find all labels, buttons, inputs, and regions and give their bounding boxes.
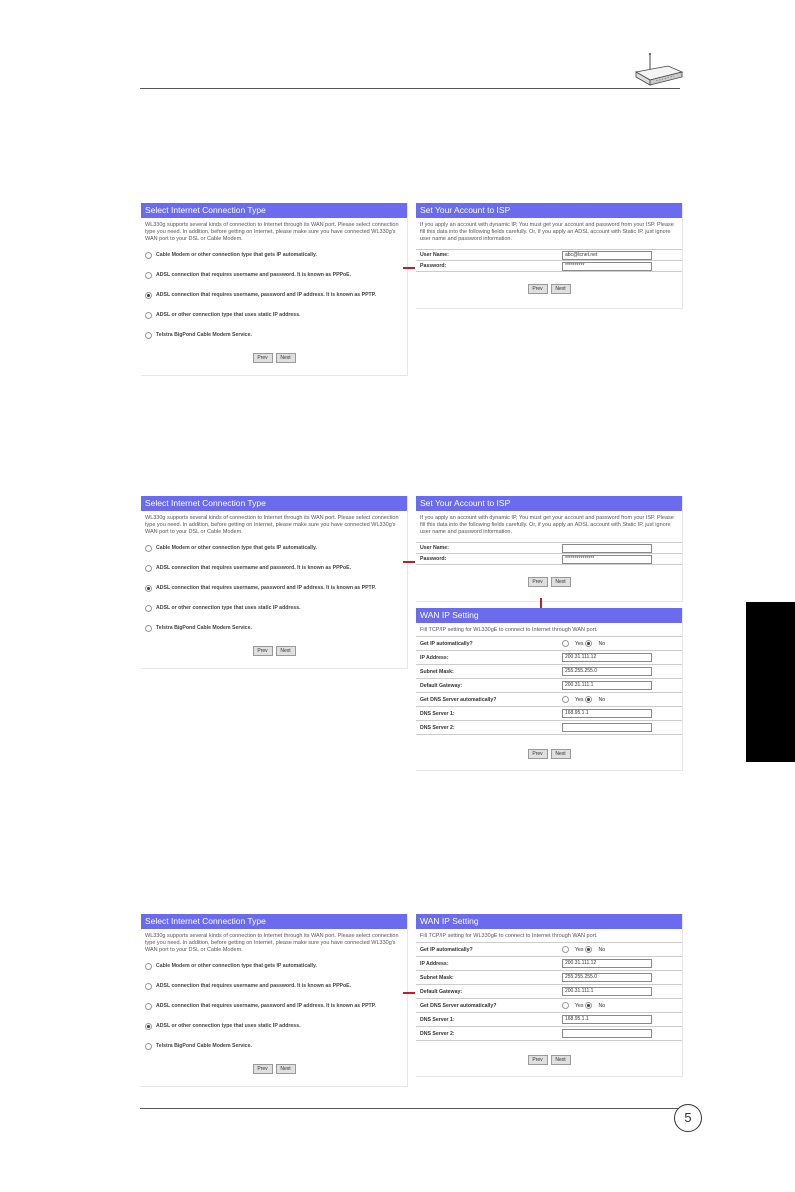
- radio-icon[interactable]: [145, 252, 152, 259]
- radio-icon[interactable]: [562, 696, 569, 703]
- panel-description: WL330g supports several kinds of connection to Internet through its WAN port. Please select connection type you need. In addition, before getting on Internet, please make sure you have connected WL330g's WAN port to your DSL or Cable Modem.: [145, 933, 399, 953]
- get-dns-auto-row: [416, 999, 682, 1013]
- yes-no-radio-group[interactable]: [562, 946, 682, 953]
- panel-description: WL330g supports several kinds of connection to Internet through its WAN port. Please select connection type you need. In addition, before getting on Internet, please make sure you have connected WL330g's WAN port to your DSL or Cable Modem.: [145, 222, 399, 242]
- prev-button[interactable]: Prev: [253, 353, 273, 363]
- panel-title: Set Your Account to ISP: [416, 496, 682, 511]
- field-label: Get DNS Server automatically?: [420, 696, 497, 703]
- get-ip-auto-row: [416, 942, 682, 957]
- pointer-marker: [403, 992, 415, 994]
- ip-address-row: [416, 957, 682, 971]
- option-bigpond[interactable]: [141, 1036, 407, 1056]
- dns-server-1-input[interactable]: 168.95.1.1: [562, 709, 652, 718]
- subnet-mask-row: [416, 665, 682, 679]
- option-label: Telstra BigPond Cable Modem Service.: [156, 332, 252, 338]
- dns-server-2-input[interactable]: [562, 723, 652, 732]
- next-button[interactable]: Next: [551, 284, 571, 294]
- no-label: No: [598, 640, 606, 647]
- user-name-row: [416, 542, 682, 554]
- option-label: Cable Modem or other connection type that gets IP automatically.: [156, 545, 317, 551]
- button-row: [416, 735, 682, 759]
- user-name-input[interactable]: abc@tcnet.net: [562, 251, 652, 260]
- chapter-side-tab: [746, 602, 795, 762]
- subnet-mask-input[interactable]: 255.255.255.0: [562, 973, 652, 982]
- field-label: Default Gateway:: [420, 988, 463, 995]
- option-bigpond[interactable]: [141, 618, 407, 638]
- radio-selected-icon[interactable]: [145, 292, 152, 299]
- password-input[interactable]: **********: [562, 262, 652, 271]
- yes-label: Yes: [575, 1002, 584, 1009]
- no-label: No: [598, 1002, 606, 1009]
- field-label: Subnet Mask:: [420, 668, 454, 675]
- panel-description: WL330g supports several kinds of connection to Internet through its WAN port. Please select connection type you need. In addition, before getting on Internet, please make sure you have connected WL330g's WAN port to your DSL or Cable Modem.: [145, 515, 399, 535]
- option-static[interactable]: [141, 1016, 407, 1036]
- pointer-marker: [540, 598, 542, 608]
- default-gateway-input[interactable]: 200.31.111.1: [562, 987, 652, 996]
- option-label: ADSL connection that requires username, password and IP address. It is known as PPTP.: [156, 292, 376, 298]
- button-row: [141, 1056, 407, 1074]
- default-gateway-row: [416, 985, 682, 999]
- radio-icon[interactable]: [145, 983, 152, 990]
- option-label: ADSL or other connection type that uses static IP address.: [156, 312, 301, 318]
- router-icon: [628, 52, 684, 88]
- field-label: Subnet Mask:: [420, 974, 454, 981]
- pointer-marker: [403, 561, 415, 563]
- get-dns-auto-row: [416, 693, 682, 707]
- radio-icon[interactable]: [145, 272, 152, 279]
- user-name-input[interactable]: [562, 544, 652, 553]
- radio-selected-icon[interactable]: [585, 696, 592, 703]
- isp-account-panel: [416, 496, 683, 602]
- radio-icon[interactable]: [145, 1003, 152, 1010]
- radio-icon[interactable]: [145, 545, 152, 552]
- dns-server-2-row: [416, 1027, 682, 1041]
- field-label: DNS Server 1:: [420, 1016, 455, 1023]
- option-static[interactable]: [141, 598, 407, 618]
- option-label: ADSL or other connection type that uses static IP address.: [156, 1023, 301, 1029]
- panel-title: Select Internet Connection Type: [141, 496, 407, 511]
- yes-no-radio-group[interactable]: [562, 640, 682, 647]
- option-pppoe[interactable]: [141, 265, 407, 285]
- field-label: IP Address:: [420, 960, 449, 967]
- field-label: Password:: [420, 263, 447, 269]
- radio-icon[interactable]: [562, 1002, 569, 1009]
- radio-icon[interactable]: [145, 332, 152, 339]
- field-label: IP Address:: [420, 654, 449, 661]
- field-label: User Name:: [420, 545, 449, 551]
- radio-icon[interactable]: [145, 963, 152, 970]
- dns-server-1-row: [416, 707, 682, 721]
- next-button[interactable]: Next: [551, 1055, 571, 1065]
- no-label: No: [598, 946, 606, 953]
- yes-no-radio-group[interactable]: [562, 1002, 682, 1009]
- ip-address-input[interactable]: 200.31.111.12: [562, 959, 652, 968]
- option-label: ADSL connection that requires username and password. It is known as PPPoE.: [156, 272, 352, 278]
- yes-label: Yes: [575, 640, 584, 647]
- radio-icon[interactable]: [145, 565, 152, 572]
- option-bigpond[interactable]: [141, 325, 407, 345]
- option-pppoe[interactable]: [141, 558, 407, 578]
- footer-rule: [140, 1108, 680, 1109]
- prev-button[interactable]: Prev: [528, 284, 548, 294]
- connection-type-panel: [141, 914, 408, 1087]
- button-row: [416, 272, 682, 294]
- isp-account-panel: [416, 203, 683, 309]
- password-input[interactable]: ***************: [562, 555, 652, 564]
- prev-button[interactable]: Prev: [528, 1055, 548, 1065]
- option-label: ADSL connection that requires username, password and IP address. It is known as PPTP.: [156, 1003, 376, 1009]
- option-label: Cable Modem or other connection type that gets IP automatically.: [156, 963, 317, 969]
- yes-label: Yes: [575, 696, 584, 703]
- option-label: Cable Modem or other connection type that gets IP automatically.: [156, 252, 317, 258]
- connection-type-panel: [141, 203, 408, 376]
- field-label: Get IP automatically?: [420, 640, 473, 647]
- option-label: Telstra BigPond Cable Modem Service.: [156, 625, 252, 631]
- button-row: [416, 1041, 682, 1065]
- option-pptp[interactable]: [141, 285, 407, 305]
- panel-description: Fill TCP/IP setting for WL330gE to connect to Internet through WAN port.: [420, 627, 598, 633]
- field-label: DNS Server 1:: [420, 710, 455, 717]
- user-name-row: [416, 249, 682, 261]
- dns-server-2-row: [416, 721, 682, 735]
- button-row: [141, 345, 407, 363]
- field-label: Password:: [420, 556, 447, 562]
- option-label: ADSL or other connection type that uses static IP address.: [156, 605, 301, 611]
- subnet-mask-row: [416, 971, 682, 985]
- radio-icon[interactable]: [562, 946, 569, 953]
- field-label: Get DNS Server automatically?: [420, 1002, 497, 1009]
- panel-title: Select Internet Connection Type: [141, 203, 407, 218]
- next-button[interactable]: Next: [551, 577, 571, 587]
- option-dhcp[interactable]: [141, 245, 407, 265]
- wan-ip-panel: [416, 608, 683, 771]
- radio-selected-icon[interactable]: [145, 1023, 152, 1030]
- radio-selected-icon[interactable]: [585, 946, 592, 953]
- option-label: ADSL connection that requires username and password. It is known as PPPoE.: [156, 565, 352, 571]
- password-row: [416, 261, 682, 272]
- dns-server-2-input[interactable]: [562, 1029, 652, 1038]
- field-label: Get IP automatically?: [420, 946, 473, 953]
- panel-title: Set Your Account to ISP: [416, 203, 682, 218]
- prev-button[interactable]: Prev: [528, 749, 548, 759]
- radio-selected-icon[interactable]: [585, 640, 592, 647]
- prev-button[interactable]: Prev: [253, 646, 273, 656]
- wan-ip-panel: [416, 914, 683, 1077]
- panel-title: WAN IP Setting: [416, 608, 682, 623]
- panel-description: If you apply an account with dynamic IP, You must get your account and password from your ISP. Please fill this data into the following fields carefully. Or, if you apply an ADSL account with Static IP, just ignore user name and password information.: [420, 222, 674, 242]
- radio-icon[interactable]: [145, 625, 152, 632]
- yes-label: Yes: [575, 946, 584, 953]
- option-label: ADSL connection that requires username, password and IP address. It is known as PPTP.: [156, 585, 376, 591]
- get-ip-auto-row: [416, 636, 682, 651]
- panel-description: Fill TCP/IP setting for WL330gE to connect to Internet through WAN port.: [420, 933, 598, 939]
- option-label: ADSL connection that requires username and password. It is known as PPPoE.: [156, 983, 352, 989]
- yes-no-radio-group[interactable]: [562, 696, 682, 703]
- field-label: User Name:: [420, 252, 449, 258]
- default-gateway-row: [416, 679, 682, 693]
- panel-title: Select Internet Connection Type: [141, 914, 407, 929]
- next-button[interactable]: Next: [276, 646, 296, 656]
- radio-selected-icon[interactable]: [145, 585, 152, 592]
- header-rule: [140, 88, 680, 89]
- ip-address-row: [416, 651, 682, 665]
- field-label: DNS Server 2:: [420, 1030, 455, 1037]
- field-label: DNS Server 2:: [420, 724, 455, 731]
- password-row: [416, 554, 682, 565]
- next-button[interactable]: Next: [276, 1064, 296, 1074]
- radio-selected-icon[interactable]: [585, 1002, 592, 1009]
- connection-type-panel: [141, 496, 408, 669]
- radio-icon[interactable]: [145, 605, 152, 612]
- radio-icon[interactable]: [145, 1043, 152, 1050]
- panel-title: WAN IP Setting: [416, 914, 682, 929]
- next-button[interactable]: Next: [276, 353, 296, 363]
- default-gateway-input[interactable]: 200.31.111.1: [562, 681, 652, 690]
- field-label: Default Gateway:: [420, 682, 463, 689]
- button-row: [141, 638, 407, 656]
- radio-icon[interactable]: [145, 312, 152, 319]
- option-pptp[interactable]: [141, 578, 407, 598]
- pointer-marker: [403, 267, 415, 269]
- dns-server-1-input[interactable]: 168.95.1.1: [562, 1015, 652, 1024]
- option-dhcp[interactable]: [141, 538, 407, 558]
- option-static[interactable]: [141, 305, 407, 325]
- prev-button[interactable]: Prev: [528, 577, 548, 587]
- prev-button[interactable]: Prev: [253, 1064, 273, 1074]
- subnet-mask-input[interactable]: 255.255.255.0: [562, 667, 652, 676]
- radio-icon[interactable]: [562, 640, 569, 647]
- panel-description: If you apply an account with dynamic IP, You must get your account and password from your ISP. Please fill this data into the following fields carefully. Or, if you apply an ADSL account with Static IP, just ignore user name and password information.: [420, 515, 674, 535]
- option-pppoe[interactable]: [141, 976, 407, 996]
- next-button[interactable]: Next: [551, 749, 571, 759]
- no-label: No: [598, 696, 606, 703]
- ip-address-input[interactable]: 200.31.111.12: [562, 653, 652, 662]
- option-pptp[interactable]: [141, 996, 407, 1016]
- option-label: Telstra BigPond Cable Modem Service.: [156, 1043, 252, 1049]
- option-dhcp[interactable]: [141, 956, 407, 976]
- dns-server-1-row: [416, 1013, 682, 1027]
- button-row: [416, 565, 682, 587]
- page-number: 5: [674, 1104, 702, 1132]
